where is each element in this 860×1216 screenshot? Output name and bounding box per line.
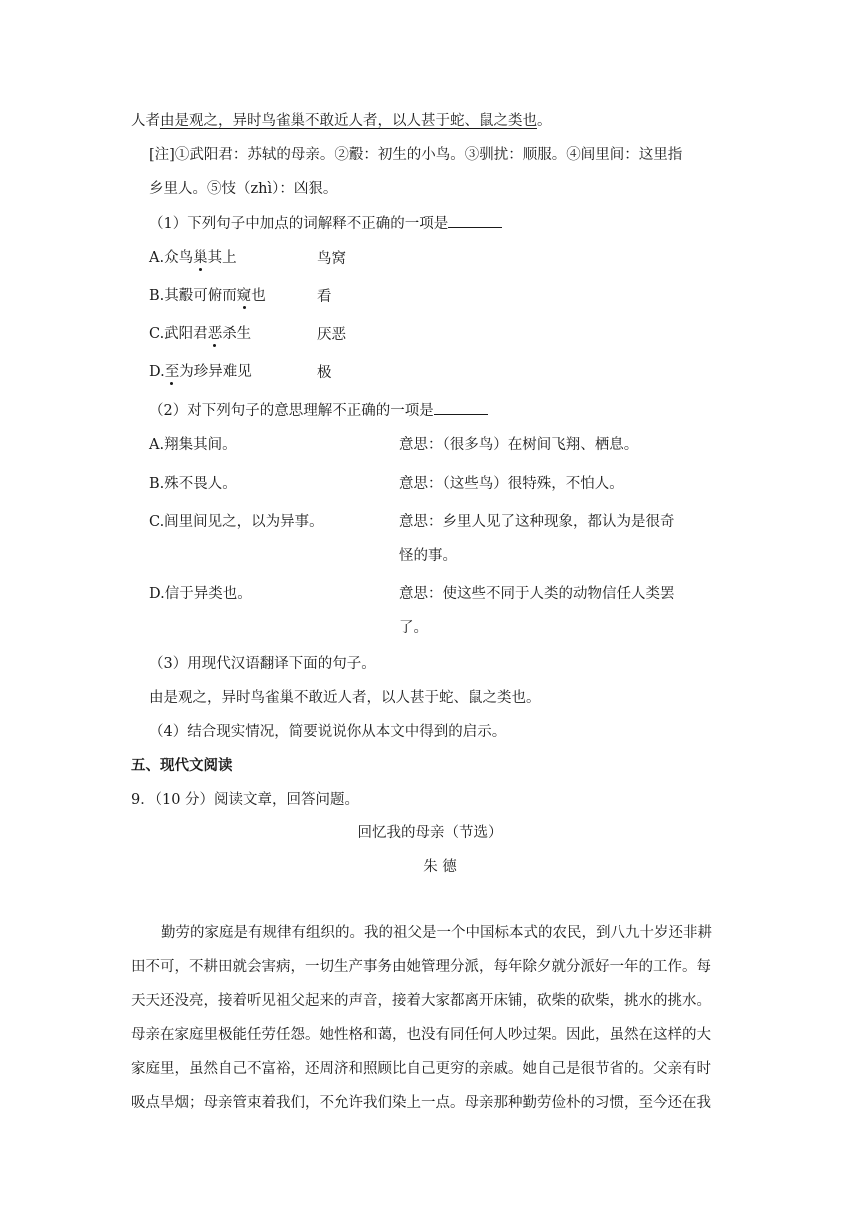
q1-stem-line [149,213,502,234]
q1-option-a-text-end: 其上 [207,250,237,266]
q1-option-d-text: D. [149,364,165,380]
q2-option-d-meaning: 意思：使这些不同于人类的动物信任人类罢 [399,586,675,602]
q2-option-d-meaning-cont: 了。 [399,620,428,636]
q1-answer-blank[interactable] [448,213,502,228]
q2-option-c-sentence: C.闾里间见之，以为异事。 [149,514,324,530]
q1-option-c-text-end: 杀生 [222,326,252,342]
article-author: 朱 德 [423,859,457,875]
article-paragraph-line-2: 田不可，不耕田就会害病，一切生产事务由她管理分派，每年除夕就分派好一年的工作。每 [131,959,711,975]
q1-option-d [149,362,252,382]
q1-option-c-meaning: 厌恶 [317,327,346,343]
article-paragraph-line-4: 母亲在家庭里极能任劳任怨。她性格和蔼，也没有同任何人吵过架。因此，虽然在这样的大 [131,1027,711,1043]
q1-option-d-text-end: 为珍异难见 [179,364,252,380]
q1-option-b-text-end: 也 [251,288,266,304]
q2-stem: （2）对下列句子的意思理解不正确的一项是 [149,403,434,419]
q1-stem: （1）下列句子中加点的词解释不正确的一项是 [149,216,449,232]
q2-option-a-meaning: 意思：（很多鸟）在树间飞翔、栖息。 [399,437,639,453]
notes-line-1: [注]①武阳君：苏轼的母亲。②鷇：初生的小鸟。③驯扰：顺服。④闾里间：这里指 [149,147,683,163]
q1-option-d-dotted-word: 至 [164,364,180,380]
q3-sentence: 由是观之，异时鸟雀巢不敢近人者，以人甚于蛇、鼠之类也。 [149,690,541,706]
q2-option-c-meaning: 意思：乡里人见了这种现象，都认为是很奇 [399,514,675,530]
q1-option-c [149,324,251,344]
q2-stem-line [149,400,488,421]
q3-stem: （3）用现代汉语翻译下面的句子。 [149,656,376,672]
q1-option-c-dotted-word: 恶 [207,326,223,342]
q2-answer-blank[interactable] [434,400,488,415]
q2-option-b-meaning: 意思：（这些鸟）很特殊，不怕人。 [399,476,624,492]
section-heading: 五、现代文阅读 [131,757,233,774]
q2-option-b-sentence: B.殊不畏人。 [149,476,237,492]
q1-option-a-dotted-word: 巢 [193,250,208,266]
q1-option-c-text: C.武阳君 [149,326,208,342]
q1-option-d-meaning: 极 [317,365,332,381]
q1-option-a-text: A.众鸟 [149,250,194,266]
article-paragraph-line-6: 吸点旱烟；母亲管束着我们，不允许我们染上一点。母亲那种勤劳俭朴的习惯，至今还在我 [131,1095,711,1111]
article-title: 回忆我的母亲（节选） [357,825,503,841]
q9-stem: 9．（10 分）阅读文章，回答问题。 [131,792,360,808]
q2-option-c-meaning-cont: 怪的事。 [399,548,457,564]
passage-underlined-sentence: 由是观之，异时鸟雀巢不敢近人者，以人甚于蛇、鼠之类也 [160,113,537,129]
q1-option-b [149,286,266,306]
q2-option-d-sentence: D.信于异类也。 [149,586,252,602]
q1-option-a [149,248,237,268]
article-paragraph-line-5: 家庭里，虽然自己不富裕，还周济和照顾比自己更穷的亲戚。她自己是很节省的。父亲有时 [131,1061,711,1077]
q1-option-b-text: B.其鷇可俯而 [149,288,237,304]
q2-option-a-sentence: A.翔集其间。 [149,437,237,453]
q1-option-b-meaning: 看 [317,289,332,305]
q1-option-b-dotted-word: 窥 [236,288,252,304]
passage-prefix: 人者 [131,113,160,129]
q4-stem: （4）结合现实情况，简要说说你从本文中得到的启示。 [149,724,507,740]
article-paragraph-line-3: 天天还没亮，接着听见祖父起来的声音，接着大家都离开床铺，砍柴的砍柴，挑水的挑水。 [131,993,711,1009]
q1-option-a-meaning: 鸟窝 [317,251,346,267]
notes-line-2: 乡里人。⑤忮（zhì）：凶狠。 [149,181,338,197]
passage-suffix: 。 [537,113,552,129]
article-paragraph-line-1: 勤劳的家庭是有规律有组织的。我的祖父是一个中国标本式的农民，到八九十岁还非耕 [161,925,712,941]
passage-tail-line [131,111,552,131]
